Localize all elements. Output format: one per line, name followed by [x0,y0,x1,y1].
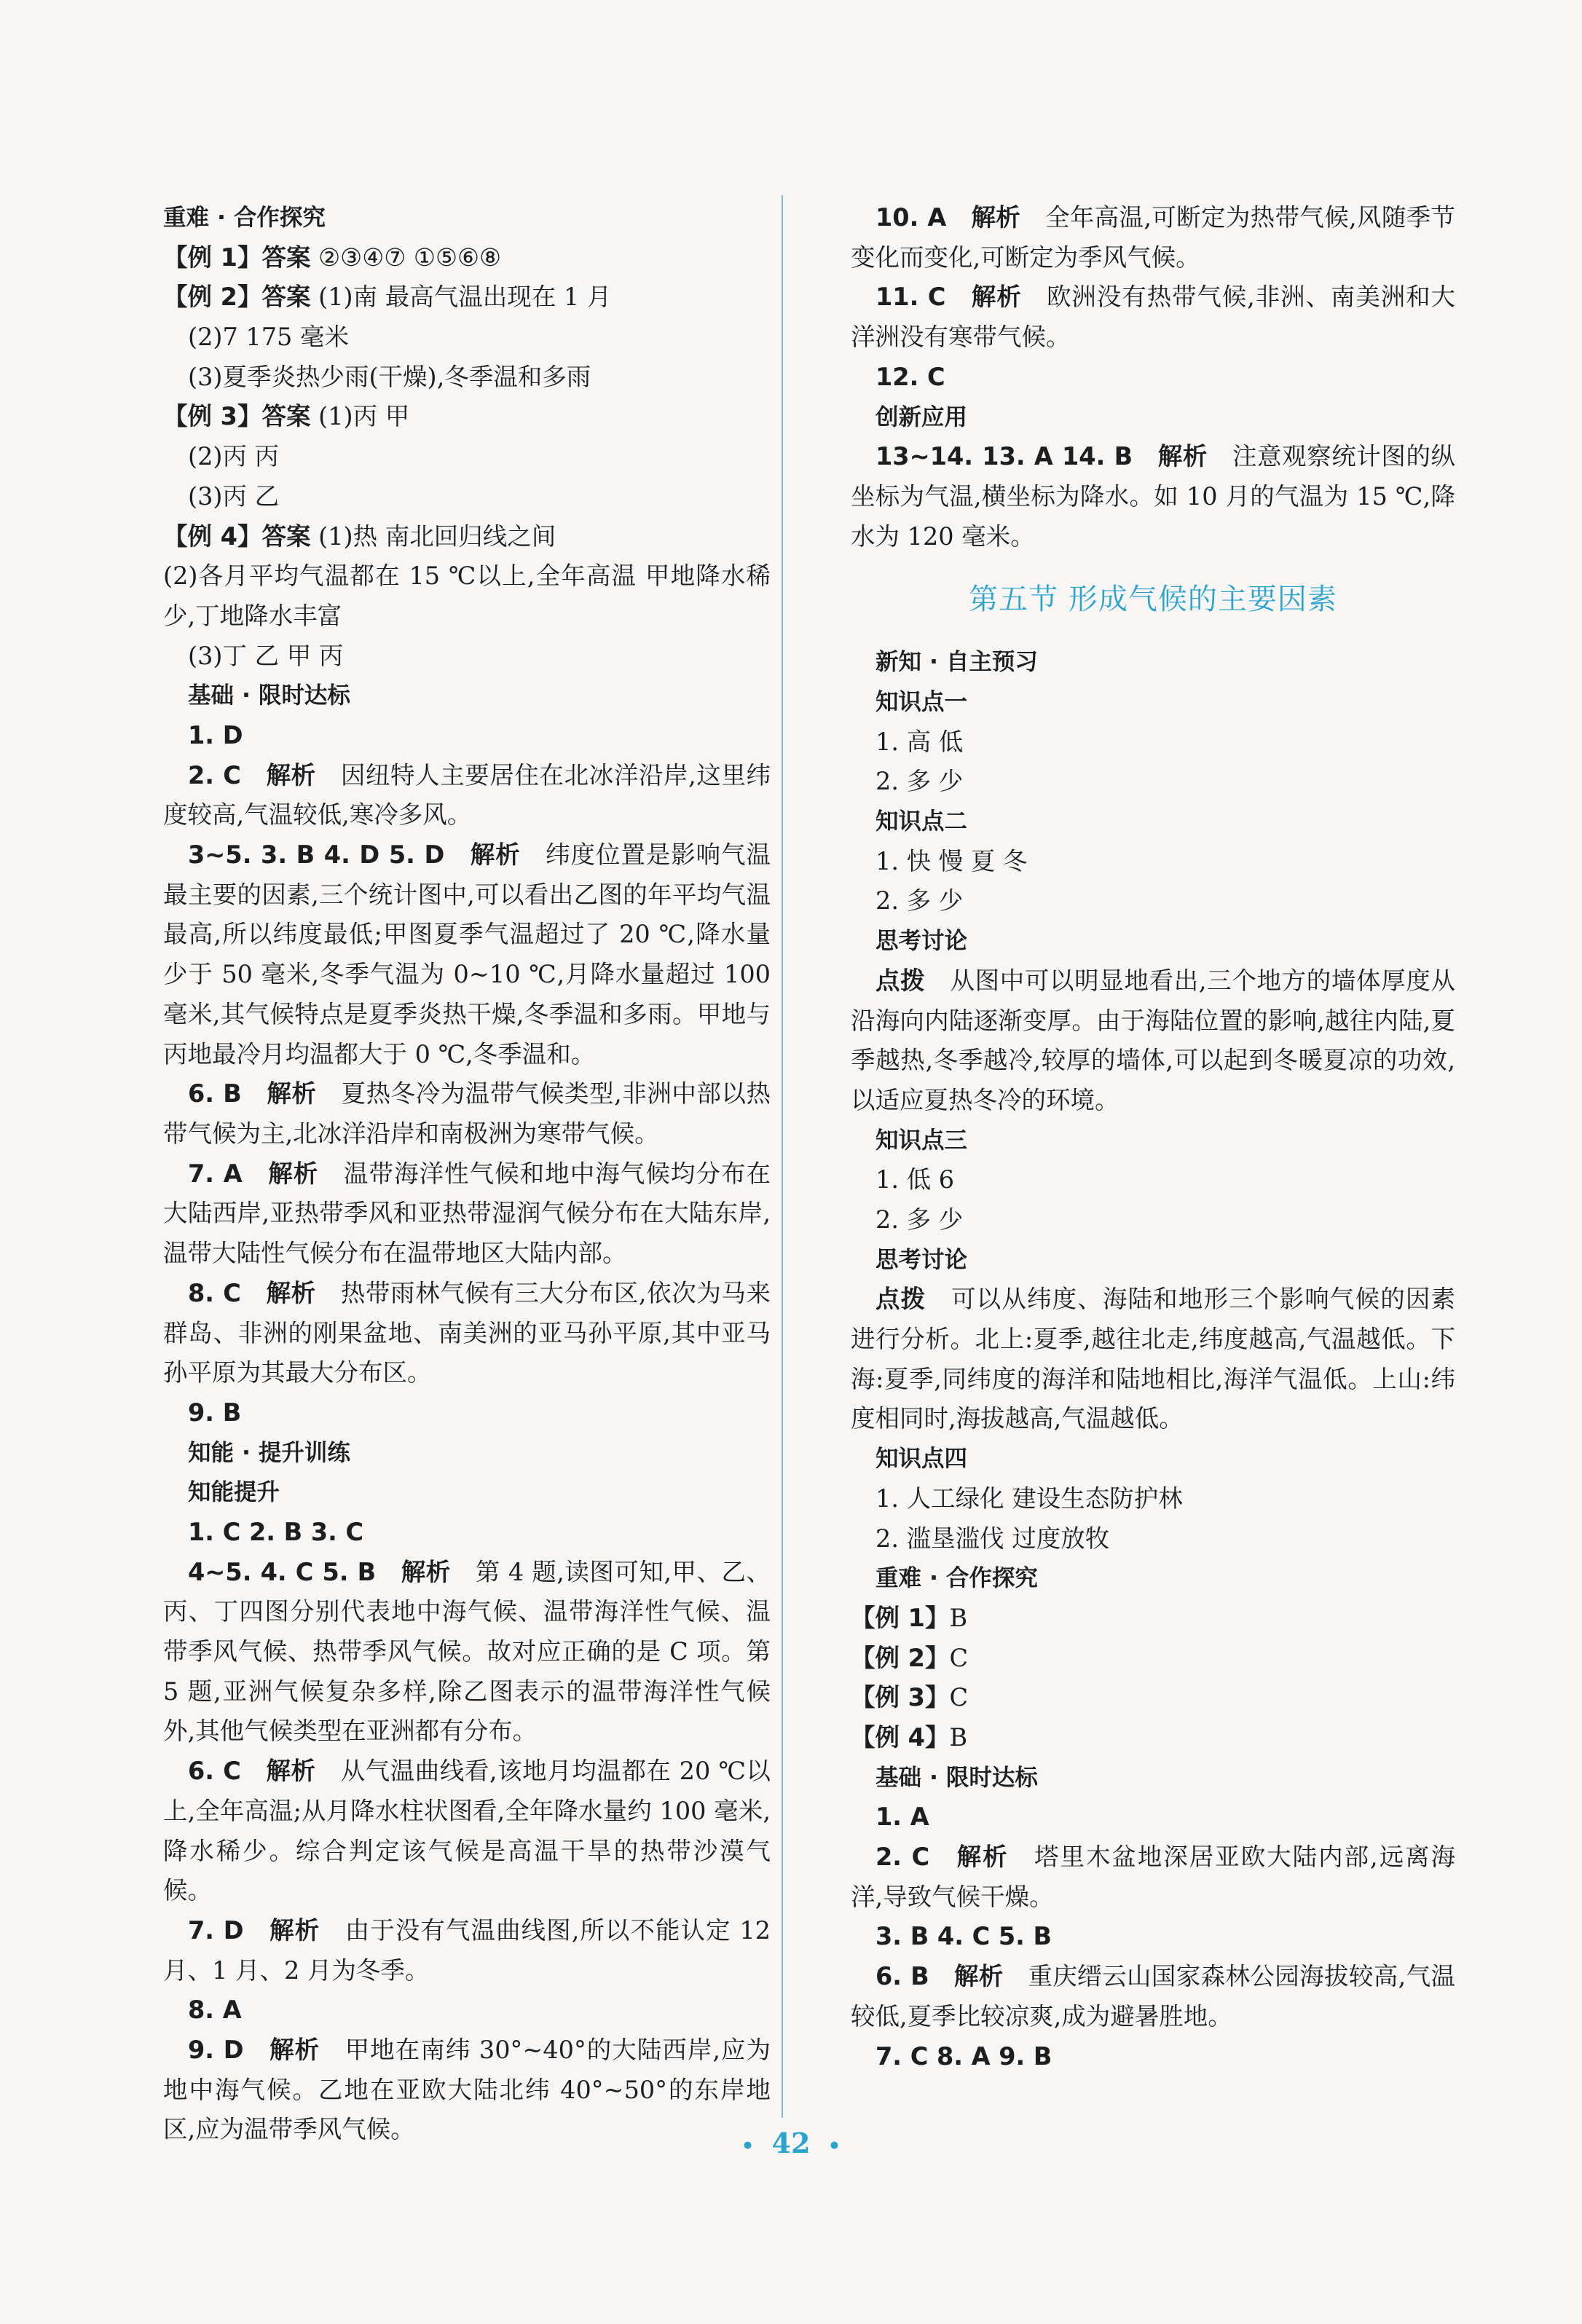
right-column [851,198,1455,2076]
answer-line: (3)丙 乙 [188,481,280,511]
answer-paragraph: 9. D 解析 甲地在南纬 30°~40°的大陆西岸,应为地中海气候。乙地在亚欧大陆北纬 40°~50°的东岸地区,应为温带季风气候。 [163,2036,771,2144]
dot-icon: • [827,2134,841,2158]
answer-line: (2)丙 丙 [188,442,280,471]
answer-paragraph: 3~5. 3. B 4. D 5. D 解析 纬度位置是影响气温最主要的因素,三个统计图中,可以看出乙图的年平均气温最高,所以纬度最低;甲图夏季气温超过了 20 ℃,降水量少于 50 毫米,冬季气温为 0~10 ℃,月降水量超过 100 毫米,其气候特点是夏季炎热干燥,冬季温和多雨。甲地与丙地最冷月均温都大于 0 ℃,冬季温和。 [163,840,771,1068]
answer-line: 2. 多 少 [875,886,964,915]
answer-line: 7. C 8. A 9. B [875,2041,1052,2071]
answer-line: 2. 多 少 [875,767,964,796]
answer-paragraph: 2. C 解析 塔里木盆地深居亚欧大陆内部,远离海洋,导致气候干燥。 [851,1843,1456,1911]
answer-paragraph: 点拨 可以从纬度、海陆和地形三个影响气候的因素进行分析。北上:夏季,越往北走,纬度越高,气温越低。下海:夏季,同纬度的海洋和陆地相比,海洋气温低。上山:纬度相同时,海拔越高,气温越低。 [851,1285,1456,1433]
answer-line: 8. A [188,1996,242,2025]
answer-line: (2)7 175 毫米 [188,323,350,352]
answer-line: 【例 2】C [851,1643,969,1672]
answer-line: (3)夏季炎热少雨(干燥),冬季温和多雨 [188,362,591,391]
section-heading: 重难 · 合作探究 [163,205,326,231]
sub-heading: 思考讨论 [875,1246,968,1273]
answer-paragraph: 8. C 解析 热带雨林气候有三大分布区,依次为马来群岛、非洲的刚果盆地、南美洲的亚马孙平原,其中亚马孙平原为其最大分布区。 [163,1278,771,1387]
answer-paragraph: 7. A 解析 温带海洋性气候和地中海气候均分布在大陆西岸,亚热带季风和亚热带湿润气候分布在大陆东岸,温带大陆性气候分布在温带地区大陆内部。 [163,1159,771,1268]
sub-heading: 知识点三 [875,1127,968,1154]
answer-line: 1. 快 慢 夏 冬 [875,846,1028,875]
answer-line: 1. 低 6 [875,1165,955,1194]
answer-line: 12. C [875,362,945,391]
section-title: 第五节 形成气候的主要因素 [969,583,1337,617]
dot-icon: • [741,2134,755,2158]
answer-paragraph: 13~14. 13. A 14. B 解析 注意观察统计图的纵坐标为气温,横坐标为降水。如 10 月的气温为 15 ℃,降水为 120 毫米。 [851,442,1456,551]
answer-line: 2. 多 少 [875,1205,964,1234]
sub-heading: 知识点一 [875,688,968,715]
section-heading: 重难 · 合作探究 [875,1565,1038,1592]
answer-line: 1. 人工绿化 建设生态防护林 [875,1484,1183,1513]
answer-line: 【例 3】C [851,1683,969,1712]
answer-paragraph: 6. B 解析 重庆缙云山国家森林公园海拔较高,气温较低,夏季比较凉爽,成为避暑胜地。 [851,1962,1455,2030]
answer-line: 【例 4】答案 (1)热 南北回归线之间 [163,521,556,551]
answer-paragraph: 点拨 从图中可以明显地看出,三个地方的墙体厚度从沿海向内陆逐渐变厚。由于海陆位置的影响,越往内陆,夏季越热,冬季越冷,较厚的墙体,可以起到冬暖夏凉的功效,以适应夏热冬冷的环境。 [851,966,1456,1114]
answer-paragraph: 10. A 解析 全年高温,可断定为热带气候,风随季节变化而变化,可断定为季风气候。 [851,203,1456,272]
answer-paragraph: 6. C 解析 从气温曲线看,该地月均温都在 20 ℃以上,全年高温;从月降水柱状图看,全年降水量约 100 毫米,降水稀少。综合判定该气候是高温干旱的热带沙漠气候。 [163,1757,771,1905]
answer-line: 3. B 4. C 5. B [875,1922,1052,1951]
answer-paragraph: 7. D 解析 由于没有气温曲线图,所以不能认定 12 月、1 月、2 月为冬季。 [163,1915,771,1985]
sub-heading: 知识点四 [875,1446,968,1473]
column-divider [782,195,783,2118]
answer-line: 1. A [875,1803,929,1832]
answer-line: 1. C 2. B 3. C [188,1517,364,1546]
answer-line: 9. B [188,1398,242,1427]
answer-line: 【例 4】B [851,1722,968,1752]
answer-paragraph: 4~5. 4. C 5. B 解析 第 4 题,读图可知,甲、乙、丙、丁四图分别代表地中海气候、温带海洋性气候、温带季风气候、热带季风气候。故对应正确的是 C 项。第 5 题,亚洲气候复杂多样,除乙图表示的温带海洋性气候外,其他气候类型在亚洲都有分布。 [163,1557,771,1746]
sub-heading: 思考讨论 [875,928,968,955]
sub-heading: 创新应用 [875,403,968,430]
answer-line: 1. 高 低 [875,727,964,756]
answer-line: 【例 3】答案 (1)丙 甲 [163,402,410,431]
section-heading: 基础 · 限时达标 [875,1764,1038,1791]
answer-paragraph: 11. C 解析 欧洲没有热带气候,非洲、南美洲和大洋洲没有寒带气候。 [851,283,1456,352]
answer-paragraph: 6. B 解析 夏热冬冷为温带气候类型,非洲中部以热带气候为主,北冰洋沿岸和南极洲为寒带气候。 [163,1079,771,1148]
answer-line: 【例 2】答案 (1)南 最高气温出现在 1 月 [163,283,612,312]
section-heading: 知能 · 提升训练 [188,1439,350,1466]
section-heading: 新知 · 自主预习 [875,649,1038,676]
section-heading: 基础 · 限时达标 [188,682,350,709]
answer-line: 【例 1】答案 ②③④⑦ ①⑤⑥⑧ [163,243,502,272]
answer-line: 【例 1】B [851,1603,968,1632]
answer-line: (3)丁 乙 甲 丙 [188,641,344,670]
left-column [163,198,771,2150]
sub-heading: 知能提升 [188,1479,280,1506]
answer-line: 2. 滥垦滥伐 过度放牧 [875,1524,1110,1553]
answer-paragraph: (2)各月平均气温都在 15 ℃以上,全年高温 甲地降水稀少,丁地降水丰富 [163,562,771,630]
sub-heading: 知识点二 [875,808,968,835]
answer-line: 1. D [188,720,243,749]
page-number: • 42 • [741,2127,841,2159]
answer-paragraph: 2. C 解析 因纽特人主要居住在北冰洋沿岸,这里纬度较高,气温较低,寒冷多风。 [163,760,771,830]
